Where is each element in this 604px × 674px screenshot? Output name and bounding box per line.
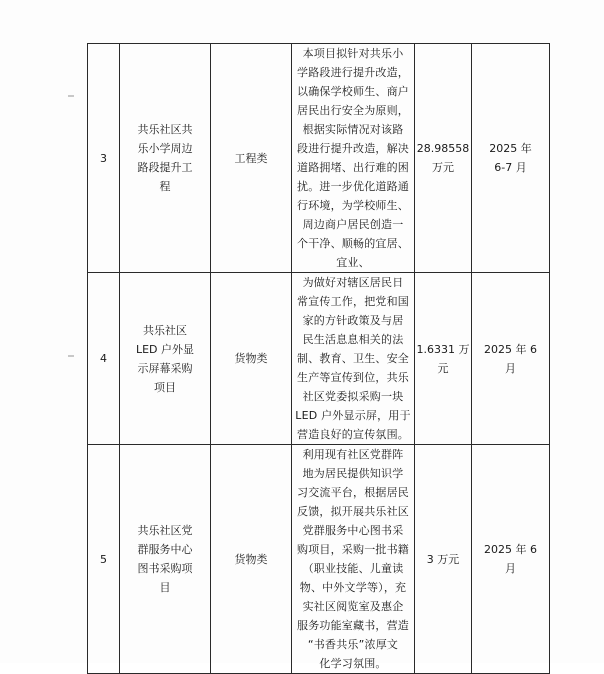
table-row: [88, 445, 550, 674]
desc-line: 习交流平台，根据居民: [297, 486, 409, 499]
desc-line: 扰。进一步优化道路通: [297, 180, 409, 193]
name-line: 群服务中心: [137, 543, 193, 556]
desc-line: 民生活息息相关的法: [302, 333, 404, 346]
desc-line: 物、中外文学等），充: [299, 581, 407, 594]
desc-line: 党群服务中心图书采: [302, 524, 404, 537]
money-line: 1.6331 万: [416, 342, 470, 356]
desc-line: 利用现有社区党群阵: [302, 448, 404, 461]
table-row: [88, 44, 550, 273]
money-line: 万元: [432, 161, 454, 174]
name-line: LED 户外显: [135, 342, 195, 356]
time-line: 月: [505, 361, 516, 375]
desc-line: 为做好对辖区居民日: [302, 276, 404, 289]
row-number: 3: [88, 44, 120, 273]
scan-mark: [68, 95, 74, 97]
name-line: 共乐社区共: [137, 123, 193, 136]
project-table-body: [88, 44, 550, 674]
desc-line: 服务功能室藏书，营造: [297, 619, 409, 632]
desc-line: 化学习氛围。: [319, 657, 387, 670]
project-name: [120, 273, 211, 445]
money-line: 28.98558: [416, 142, 470, 155]
desc-line: 制、教育、卫生、安全: [297, 352, 409, 365]
time-line: 2025 年 6: [484, 342, 537, 356]
desc-line: 以确保学校师生、商户: [297, 85, 409, 98]
project-type: 工程类: [211, 44, 292, 273]
desc-line: 家的方针政策及与居: [302, 314, 404, 327]
project-description: [292, 445, 415, 674]
table-row: [88, 273, 550, 445]
name-line: 示屏幕采购: [137, 361, 193, 375]
desc-line: 营造良好的宣传氛围。: [297, 428, 409, 441]
desc-line: 生产等宣传到位，共乐: [297, 371, 409, 384]
desc-line: 反馈，拟开展共乐社区: [297, 505, 409, 518]
time-line: 2025 年: [489, 142, 532, 155]
name-line: 路段提升工: [137, 161, 193, 174]
project-schedule: [472, 44, 550, 273]
project-budget: [415, 445, 472, 674]
money-line: 元: [437, 361, 449, 375]
scan-mark: [68, 355, 74, 357]
project-table: [87, 43, 550, 674]
desc-line: 行环境，为学校师生、: [297, 199, 409, 212]
desc-line: 根据实际情况对该路: [302, 123, 404, 136]
desc-line: 地为居民提供知识学: [302, 467, 404, 480]
project-schedule: [472, 445, 550, 674]
row-number: 5: [88, 445, 120, 674]
desc-line: 社区党委拟采购一块: [302, 390, 404, 403]
project-type: 货物类: [211, 273, 292, 445]
desc-line: （职业技能、儿童读: [302, 562, 404, 575]
desc-line: 本项目拟针对共乐小: [302, 47, 404, 60]
name-line: 图书采购项: [137, 562, 193, 575]
time-line: 2025 年 6: [484, 543, 537, 556]
desc-line: 常宣传工作，把党和国: [297, 295, 409, 308]
money-line: 3 万元: [426, 552, 460, 566]
desc-line: 段进行提升改造，解决: [297, 142, 409, 155]
desc-line: 宜业、: [336, 256, 370, 269]
desc-line: 实社区阅览室及惠企: [302, 600, 404, 613]
time-line: 6-7 月: [494, 161, 527, 174]
name-line: 共乐社区: [143, 323, 187, 337]
name-line: 乐小学周边: [137, 142, 193, 155]
desc-line: 周边商户居民创造一: [302, 218, 404, 231]
project-name: [120, 445, 211, 674]
name-line: 项目: [154, 380, 176, 394]
project-schedule: [472, 273, 550, 445]
desc-line: 居民出行安全为原则，: [297, 104, 409, 117]
row-number: 4: [88, 273, 120, 445]
name-line: 目: [159, 581, 171, 594]
desc-line: 个干净、顺畅的宜居、: [297, 237, 409, 250]
time-line: 月: [505, 562, 516, 575]
project-name: [120, 44, 211, 273]
project-budget: [415, 44, 472, 273]
project-type: 货物类: [211, 445, 292, 674]
name-line: 程: [159, 180, 171, 193]
name-line: 共乐社区党: [137, 524, 193, 537]
desc-line: 购项目，采购一批书籍: [297, 543, 409, 556]
project-description: [292, 273, 415, 445]
project-description: [292, 44, 415, 273]
desc-line: 学路段进行提升改造，: [297, 66, 409, 79]
project-budget: [415, 273, 472, 445]
desc-line: “书香共乐”浓厚文: [307, 638, 399, 651]
desc-line: 道路拥堵、出行难的困: [297, 161, 409, 174]
desc-line: LED 户外显示屏，用于: [295, 409, 411, 422]
